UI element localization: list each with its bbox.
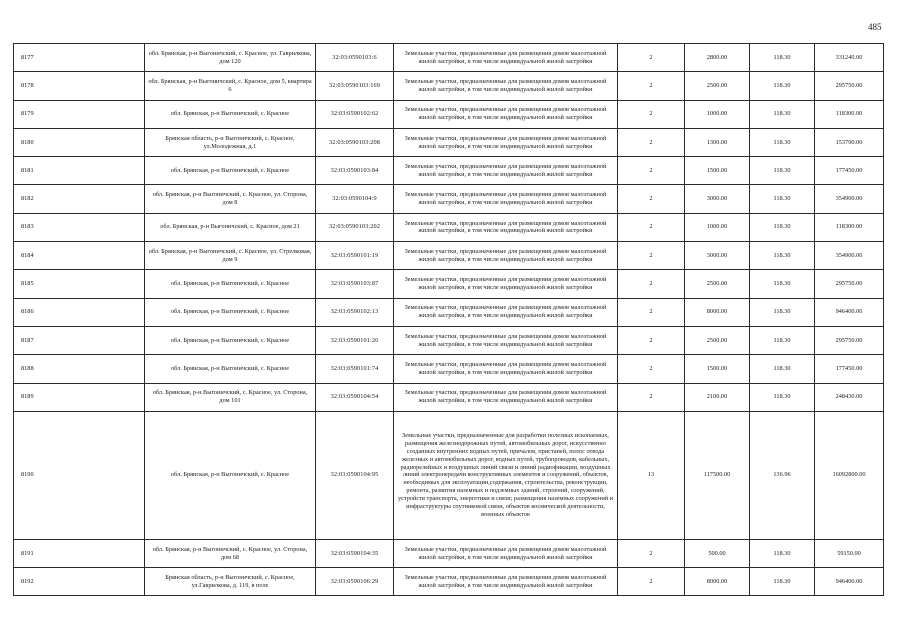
land-category-cell: Земельные участки, предназначенные для размещения домов малоэтажной жилой застройки, в том числе индивидуальной жилой застройки	[394, 270, 618, 298]
address-cell: обл. Брянская, р-н Выгоничский, с. Красное, ул. Сторона, дом 8	[145, 185, 316, 213]
area-cell: 2500.00	[685, 326, 750, 354]
table-row	[14, 213, 884, 241]
cadastral-value-cell: 177450.00	[815, 355, 884, 383]
cadastral-number-cell: 32:03:0590103:202	[316, 213, 394, 241]
table-row	[14, 355, 884, 383]
row-number: 8180	[14, 128, 145, 156]
category-code-cell: 13	[618, 411, 685, 539]
category-code-cell: 2	[618, 213, 685, 241]
rate-cell: 118.30	[750, 213, 815, 241]
cadastral-number-cell: 32:03:0590101:26	[316, 326, 394, 354]
cadastral-number-cell: 32:03:0590103:87	[316, 270, 394, 298]
row-number: 8177	[14, 44, 145, 72]
area-cell: 2800.00	[685, 44, 750, 72]
address-cell: обл. Брянская, р-н Выгоничский, с. Красное	[145, 157, 316, 185]
address-cell: обл. Брянская, р-н Выгоничский, с. Красное	[145, 100, 316, 128]
table-row	[14, 100, 884, 128]
land-category-cell: Земельные участки, предназначенные для размещения домов малоэтажной жилой застройки, в том числе индивидуальной жилой застройки	[394, 213, 618, 241]
category-code-cell: 2	[618, 100, 685, 128]
cadastral-number-cell: 32:03:0590104:95	[316, 411, 394, 539]
address-cell: обл. Брянская, р-н Выгоничский, с. Красное, дом 21	[145, 213, 316, 241]
address-cell: обл. Брянская, р-н Выгоничский, с. Красное, ул. Стрелковая, дом 9	[145, 242, 316, 270]
cadastral-number-cell: 32:03:0590104:9	[316, 185, 394, 213]
row-number: 8190	[14, 411, 145, 539]
cadastral-number-cell: 32:03:0590106:29	[316, 568, 394, 596]
address-cell: обл. Брянская, р-н Выгоничский, с. Красное	[145, 298, 316, 326]
address-cell: обл. Брянская, р-н Выгоничский, с. Красное, ул. Сторона, дом 68	[145, 539, 316, 567]
cadastral-value-cell: 354900.00	[815, 185, 884, 213]
area-cell: 3000.00	[685, 242, 750, 270]
area-cell: 2500.00	[685, 270, 750, 298]
table-row	[14, 185, 884, 213]
cadastral-number-cell: 32:03:0590104:54	[316, 383, 394, 411]
row-number: 8192	[14, 568, 145, 596]
cadastral-number-cell: 32:03:0590103:169	[316, 72, 394, 100]
land-category-cell: Земельные участки, предназначенные для размещения домов малоэтажной жилой застройки, в том числе индивидуальной жилой застройки	[394, 128, 618, 156]
address-cell: обл. Брянская, р-н Выгоничский, с. Красное, ул. Сторона, дом 101	[145, 383, 316, 411]
category-code-cell: 2	[618, 185, 685, 213]
row-number: 8181	[14, 157, 145, 185]
category-code-cell: 2	[618, 157, 685, 185]
cadastral-value-cell: 354900.00	[815, 242, 884, 270]
address-cell: Брянская область, р-н Выгоничский, с. Красное, ул.Молодежная, д.1	[145, 128, 316, 156]
area-cell: 2100.00	[685, 383, 750, 411]
rate-cell: 118.30	[750, 72, 815, 100]
row-number: 8191	[14, 539, 145, 567]
cadastral-value-cell: 59150.00	[815, 539, 884, 567]
table-row	[14, 539, 884, 567]
land-category-cell: Земельные участки, предназначенные для размещения домов малоэтажной жилой застройки, в том числе индивидуальной жилой застройки	[394, 568, 618, 596]
cadastral-number-cell: 32:03:0590102:13	[316, 298, 394, 326]
land-category-cell: Земельные участки, предназначенные для размещения домов малоэтажной жилой застройки, в том числе индивидуальной жилой застройки	[394, 157, 618, 185]
table-row	[14, 128, 884, 156]
cadastral-value-cell: 118300.00	[815, 213, 884, 241]
rate-cell: 118.30	[750, 383, 815, 411]
area-cell: 1000.00	[685, 100, 750, 128]
address-cell: обл. Брянская, р-н Выгоничский, с. Красное, ул. Гаврилкова, дом 120	[145, 44, 316, 72]
rate-cell: 118.30	[750, 298, 815, 326]
cadastral-value-cell: 118300.00	[815, 100, 884, 128]
table-row	[14, 298, 884, 326]
row-number: 8182	[14, 185, 145, 213]
row-number: 8188	[14, 355, 145, 383]
rate-cell: 118.30	[750, 44, 815, 72]
cadastral-number-cell: 32:03:0590101:74	[316, 355, 394, 383]
cadastral-number-cell: 32:03:0590103:84	[316, 157, 394, 185]
table-row	[14, 242, 884, 270]
land-category-cell: Земельные участки, предназначенные для размещения домов малоэтажной жилой застройки, в том числе индивидуальной жилой застройки	[394, 383, 618, 411]
rate-cell: 118.30	[750, 128, 815, 156]
category-code-cell: 2	[618, 568, 685, 596]
cadastral-value-cell: 248430.00	[815, 383, 884, 411]
category-code-cell: 2	[618, 44, 685, 72]
category-code-cell: 2	[618, 326, 685, 354]
row-number: 8187	[14, 326, 145, 354]
land-category-cell: Земельные участки, предназначенные для размещения домов малоэтажной жилой застройки, в том числе индивидуальной жилой застройки	[394, 100, 618, 128]
cadastral-value-cell: 177450.00	[815, 157, 884, 185]
rate-cell: 118.30	[750, 185, 815, 213]
cadastral-value-cell: 153790.00	[815, 128, 884, 156]
land-category-cell: Земельные участки, предназначенные для размещения домов малоэтажной жилой застройки, в том числе индивидуальной жилой застройки	[394, 185, 618, 213]
land-valuation-table	[13, 43, 884, 596]
cadastral-value-cell: 946400.00	[815, 298, 884, 326]
cadastral-number-cell: 32:03:0590101:19	[316, 242, 394, 270]
land-category-cell: Земельные участки, предназначенные для размещения домов малоэтажной жилой застройки, в том числе индивидуальной жилой застройки	[394, 298, 618, 326]
category-code-cell: 2	[618, 383, 685, 411]
table-row	[14, 72, 884, 100]
row-number: 8189	[14, 383, 145, 411]
row-number: 8179	[14, 100, 145, 128]
area-cell: 1500.00	[685, 157, 750, 185]
category-code-cell: 2	[618, 539, 685, 567]
rate-cell: 118.30	[750, 355, 815, 383]
cadastral-number-cell: 32:03:0590103:6	[316, 44, 394, 72]
area-cell: 1500.00	[685, 355, 750, 383]
table-row	[14, 44, 884, 72]
cadastral-value-cell: 331240.00	[815, 44, 884, 72]
land-category-cell: Земельные участки, предназначенные для размещения домов малоэтажной жилой застройки, в том числе индивидуальной жилой застройки	[394, 242, 618, 270]
address-cell: Брянская область, р-н Выгоничский, с. Красное, ул.Гаврилкова, д. 119, в поле	[145, 568, 316, 596]
area-cell: 117500.00	[685, 411, 750, 539]
table-row	[14, 157, 884, 185]
row-number: 8178	[14, 72, 145, 100]
table-row	[14, 383, 884, 411]
category-code-cell: 2	[618, 242, 685, 270]
row-number: 8183	[14, 213, 145, 241]
table-row	[14, 568, 884, 596]
area-cell: 500.00	[685, 539, 750, 567]
row-number: 8184	[14, 242, 145, 270]
cadastral-value-cell: 295750.00	[815, 326, 884, 354]
address-cell: обл. Брянская, р-н Выгоничский, с. Красное	[145, 355, 316, 383]
area-cell: 8000.00	[685, 568, 750, 596]
table-body	[14, 44, 884, 596]
area-cell: 8000.00	[685, 298, 750, 326]
rate-cell: 118.30	[750, 242, 815, 270]
address-cell: обл. Брянская, р-н Выгоничский, с. Красное	[145, 270, 316, 298]
cadastral-number-cell: 32:03:0590103:208	[316, 128, 394, 156]
address-cell: обл. Брянская, р-н Выгоничский, с. Красное	[145, 326, 316, 354]
land-category-cell: Земельные участки, предназначенные для размещения домов малоэтажной жилой застройки, в том числе индивидуальной жилой застройки	[394, 539, 618, 567]
land-category-cell: Земельные участки, предназначенные для размещения домов малоэтажной жилой застройки, в том числе индивидуальной жилой застройки	[394, 326, 618, 354]
address-cell: обл. Брянская, р-н Выгоничский, с. Красное	[145, 411, 316, 539]
cadastral-value-cell: 295750.00	[815, 72, 884, 100]
area-cell: 2500.00	[685, 72, 750, 100]
cadastral-value-cell: 295750.00	[815, 270, 884, 298]
cadastral-value-cell: 946400.00	[815, 568, 884, 596]
category-code-cell: 2	[618, 298, 685, 326]
land-category-cell: Земельные участки, предназначенные для размещения домов малоэтажной жилой застройки, в том числе индивидуальной жилой застройки	[394, 355, 618, 383]
area-cell: 3000.00	[685, 185, 750, 213]
area-cell: 1300.00	[685, 128, 750, 156]
row-number: 8185	[14, 270, 145, 298]
cadastral-number-cell: 32:03:0590102:62	[316, 100, 394, 128]
rate-cell: 118.30	[750, 157, 815, 185]
rate-cell: 118.30	[750, 270, 815, 298]
category-code-cell: 2	[618, 128, 685, 156]
table-row	[14, 411, 884, 539]
category-code-cell: 2	[618, 355, 685, 383]
category-code-cell: 2	[618, 72, 685, 100]
rate-cell: 118.30	[750, 539, 815, 567]
category-code-cell: 2	[618, 270, 685, 298]
rate-cell: 136.96	[750, 411, 815, 539]
area-cell: 1000.00	[685, 213, 750, 241]
land-category-cell: Земельные участки, предназначенные для размещения домов малоэтажной жилой застройки, в том числе индивидуальной жилой застройки	[394, 44, 618, 72]
rate-cell: 118.30	[750, 568, 815, 596]
land-category-cell: Земельные участки, предназначенные для размещения домов малоэтажной жилой застройки, в том числе индивидуальной жилой застройки	[394, 72, 618, 100]
rate-cell: 118.30	[750, 326, 815, 354]
rate-cell: 118.30	[750, 100, 815, 128]
cadastral-value-cell: 16092800.00	[815, 411, 884, 539]
page-number: 485	[868, 22, 882, 32]
cadastral-number-cell: 32:03:0590104:35	[316, 539, 394, 567]
address-cell: обл. Брянская, р-н Выгоничский, с. Красное, дом 5, квартира 6	[145, 72, 316, 100]
table-row	[14, 270, 884, 298]
land-category-cell: Земельные участки, предназначенные для разработки полезных ископаемых, размещения железнодорожных путей, автомобильных дорог, искусственно созданных внутренних водных путей, причалов, пристаней, полос отвода железных и автомобильных дорог, водных путей, трубопроводов, кабельных, радиорелейных и воздушных линий связи и линий радиофикации, воздушных линий электропередачи конструктивных элементов и сооружений, объектов, необходимых для эксплуатации,содержания, строительства, реконструкции, ремонта, развития наземных и подземных зданий, строений, сооружений, устройств транспорта, энергетики и связи; размещения наземных сооружений и инфраструктуры спутниковой связи, объектов космической деятельности, военных объектов	[394, 411, 618, 539]
row-number: 8186	[14, 298, 145, 326]
table-row	[14, 326, 884, 354]
